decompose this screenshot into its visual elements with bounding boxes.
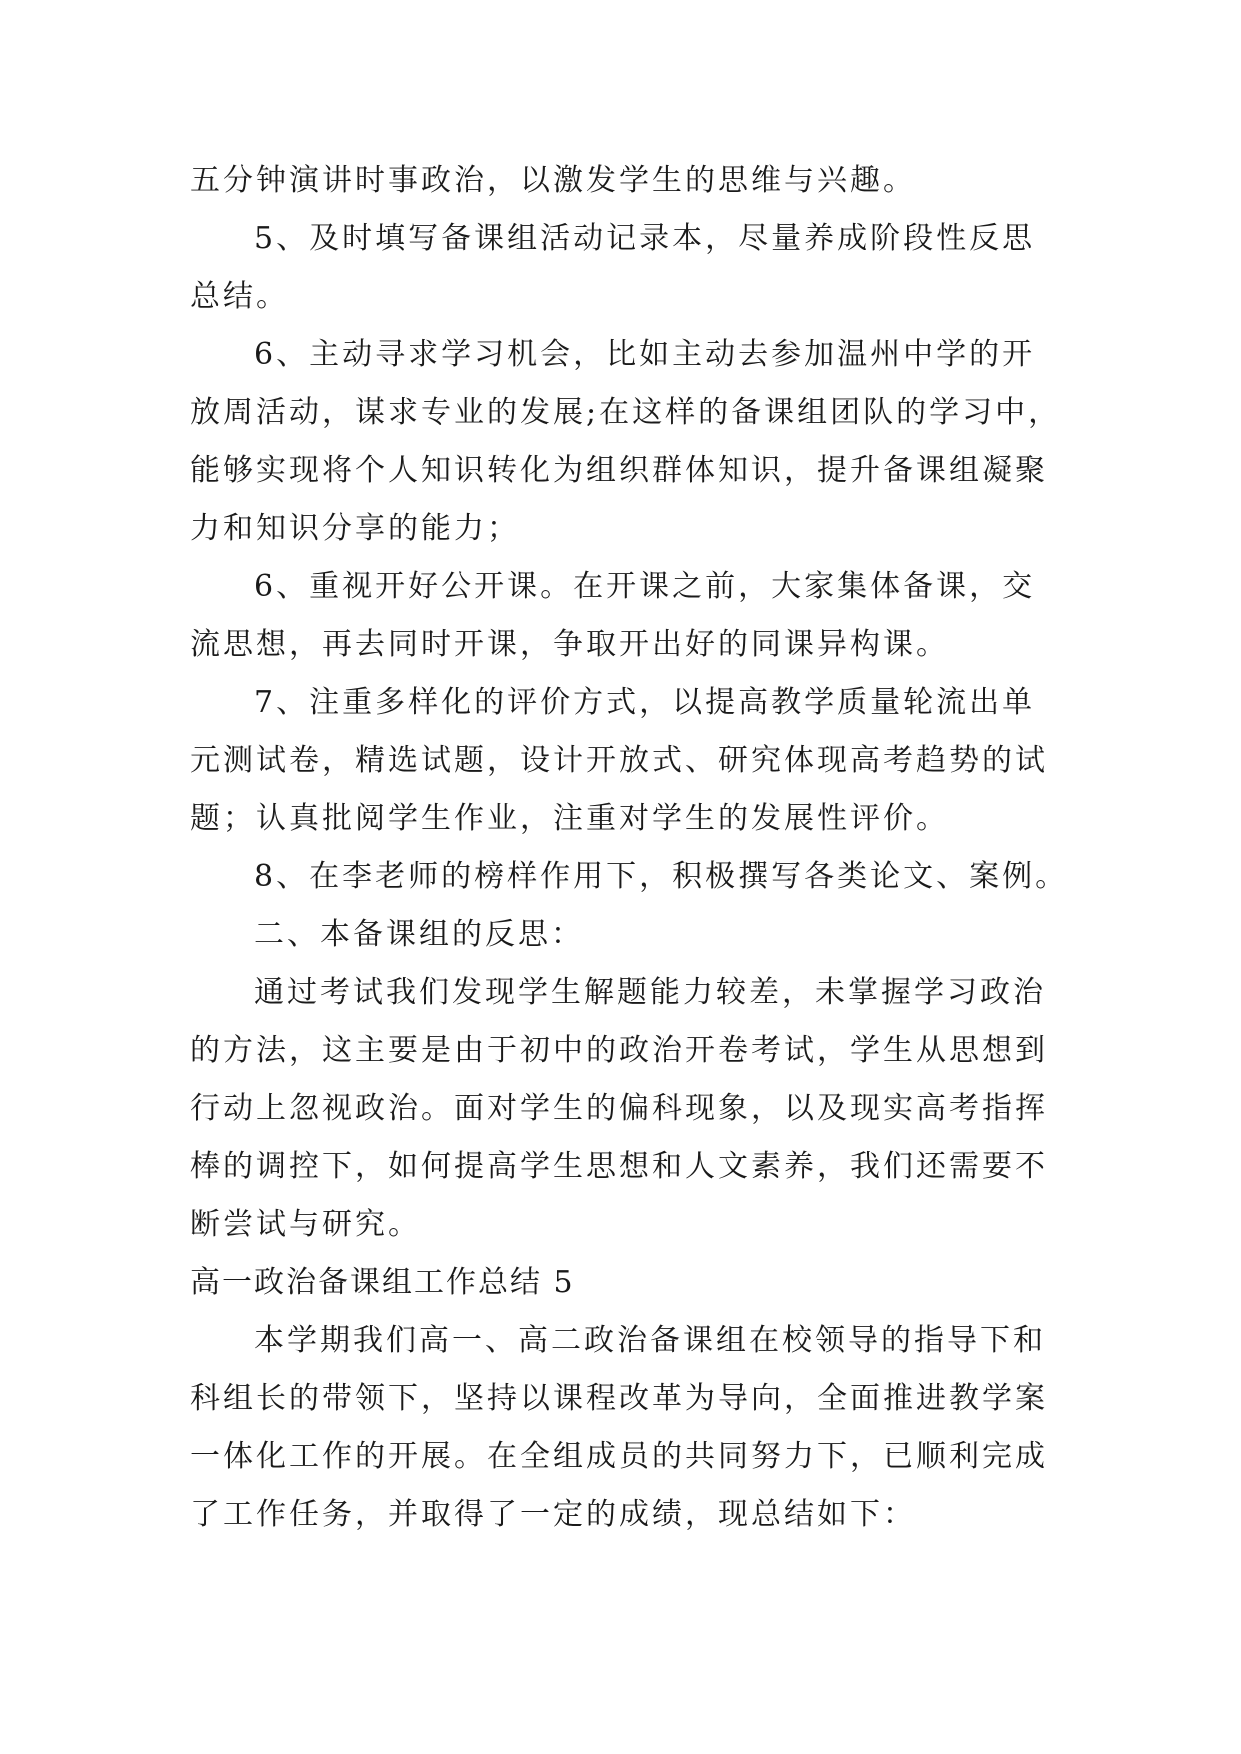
document-heading: 高一政治备课组工作总结 5	[190, 1265, 575, 1300]
text-line: 通过考试我们发现学生解题能力较差，未掌握学习政治	[254, 975, 1046, 1010]
document-page	[190, 152, 1070, 1544]
text-line: 的方法，这主要是由于初中的政治开卷考试，学生从思想到	[190, 1033, 1048, 1068]
text-line: 力和知识分享的能力；	[190, 511, 520, 546]
text-line: 本学期我们高一、高二政治备课组在校领导的指导下和	[254, 1323, 1046, 1358]
text-line: 棒的调控下，如何提高学生思想和人文素养，我们还需要不	[190, 1149, 1048, 1184]
text-line: 总结。	[190, 279, 289, 314]
text-line: 7、注重多样化的评价方式，以提高教学质量轮流出单	[254, 685, 1036, 720]
text-line: 8、在李老师的榜样作用下，积极撰写各类论文、案例。	[254, 859, 1069, 894]
section-heading: 二、本备课组的反思：	[254, 917, 584, 952]
text-line: 6、重视开好公开课。在开课之前，大家集体备课，交	[254, 569, 1036, 604]
text-line: 一体化工作的开展。在全组成员的共同努力下，已顺利完成	[190, 1439, 1048, 1474]
text-line: 题；认真批阅学生作业，注重对学生的发展性评价。	[190, 801, 949, 836]
text-line: 6、主动寻求学习机会，比如主动去参加温州中学的开	[254, 337, 1036, 372]
text-line: 放周活动，谋求专业的发展;在这样的备课组团队的学习中，	[190, 395, 1062, 430]
text-line: 五分钟演讲时事政治，以激发学生的思维与兴趣。	[190, 163, 916, 198]
text-line: 元测试卷，精选试题，设计开放式、研究体现高考趋势的试	[190, 743, 1048, 778]
text-line: 行动上忽视政治。面对学生的偏科现象，以及现实高考指挥	[190, 1091, 1048, 1126]
text-line: 流思想，再去同时开课，争取开出好的同课异构课。	[190, 627, 949, 662]
text-line: 5、及时填写备课组活动记录本，尽量养成阶段性反思	[254, 221, 1036, 256]
text-line: 科组长的带领下，坚持以课程改革为导向，全面推进教学案	[190, 1381, 1048, 1416]
text-line: 断尝试与研究。	[190, 1207, 421, 1242]
text-line: 能够实现将个人知识转化为组织群体知识，提升备课组凝聚	[190, 453, 1048, 488]
text-line: 了工作任务，并取得了一定的成绩，现总结如下：	[190, 1497, 916, 1532]
